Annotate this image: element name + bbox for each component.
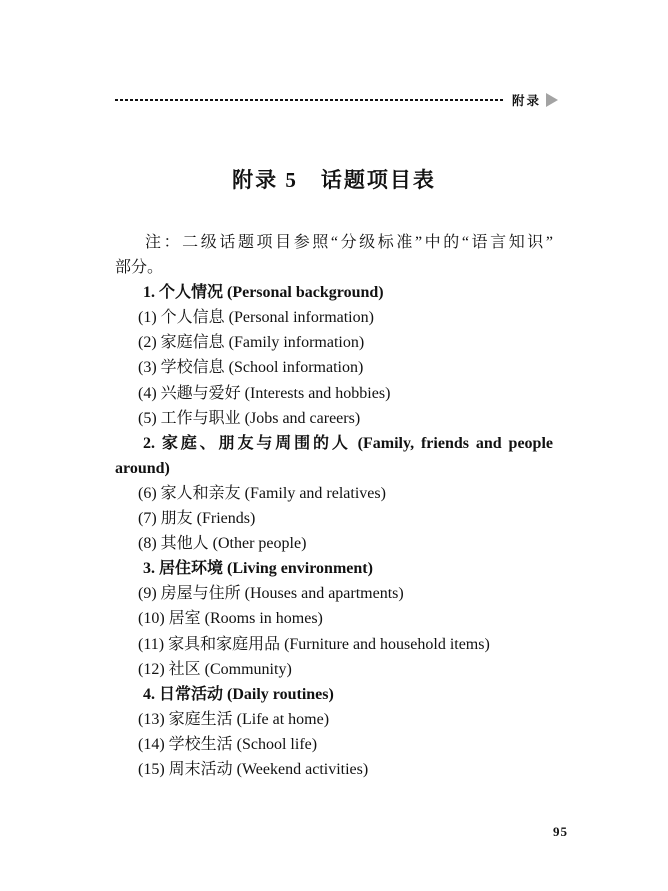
topic-item: (9) 房屋与住所 (Houses and apartments) <box>138 585 404 603</box>
topic-item: (11) 家具和家庭用品 (Furniture and household items) <box>138 635 490 653</box>
right-triangle-icon <box>546 93 558 107</box>
section-heading: 2. 家庭、朋友与周围的人 (Family, friends and people <box>143 434 553 452</box>
section-heading: 1. 个人情况 (Personal background) <box>143 284 384 302</box>
topic-item: (12) 社区 (Community) <box>138 660 292 678</box>
section-heading: 4. 日常活动 (Daily routines) <box>143 685 334 703</box>
topic-item: (13) 家庭生活 (Life at home) <box>138 710 330 728</box>
header-appendix-label: 附录 <box>511 94 541 108</box>
note-text-line: 部分。 <box>115 259 164 277</box>
topic-item: (5) 工作与职业 (Jobs and careers) <box>138 409 361 427</box>
page-number: 95 <box>553 824 568 839</box>
header-dotted-rule <box>115 99 503 101</box>
running-header <box>115 91 558 109</box>
content-column <box>115 230 553 782</box>
topic-item: (1) 个人信息 (Personal information) <box>138 309 374 327</box>
page-title: 附录 5 话题项目表 <box>232 168 436 192</box>
topic-item: (2) 家庭信息 (Family information) <box>138 334 365 352</box>
topic-item: (3) 学校信息 (School information) <box>138 359 364 377</box>
note-text-line: 注：二级话题项目参照“分级标准”中的“语言知识” <box>145 234 553 251</box>
topic-item: (7) 朋友 (Friends) <box>138 510 256 528</box>
topic-item: (15) 周末活动 (Weekend activities) <box>138 760 369 778</box>
topic-item: (8) 其他人 (Other people) <box>138 535 307 553</box>
topic-item: (14) 学校生活 (School life) <box>138 735 318 753</box>
section-heading-wrap: around) <box>115 459 170 477</box>
topic-item: (4) 兴趣与爱好 (Interests and hobbies) <box>138 384 391 402</box>
topic-item: (10) 居室 (Rooms in homes) <box>138 610 323 628</box>
section-heading: 3. 居住环境 (Living environment) <box>143 560 373 578</box>
topic-item: (6) 家人和亲友 (Family and relatives) <box>138 484 386 502</box>
